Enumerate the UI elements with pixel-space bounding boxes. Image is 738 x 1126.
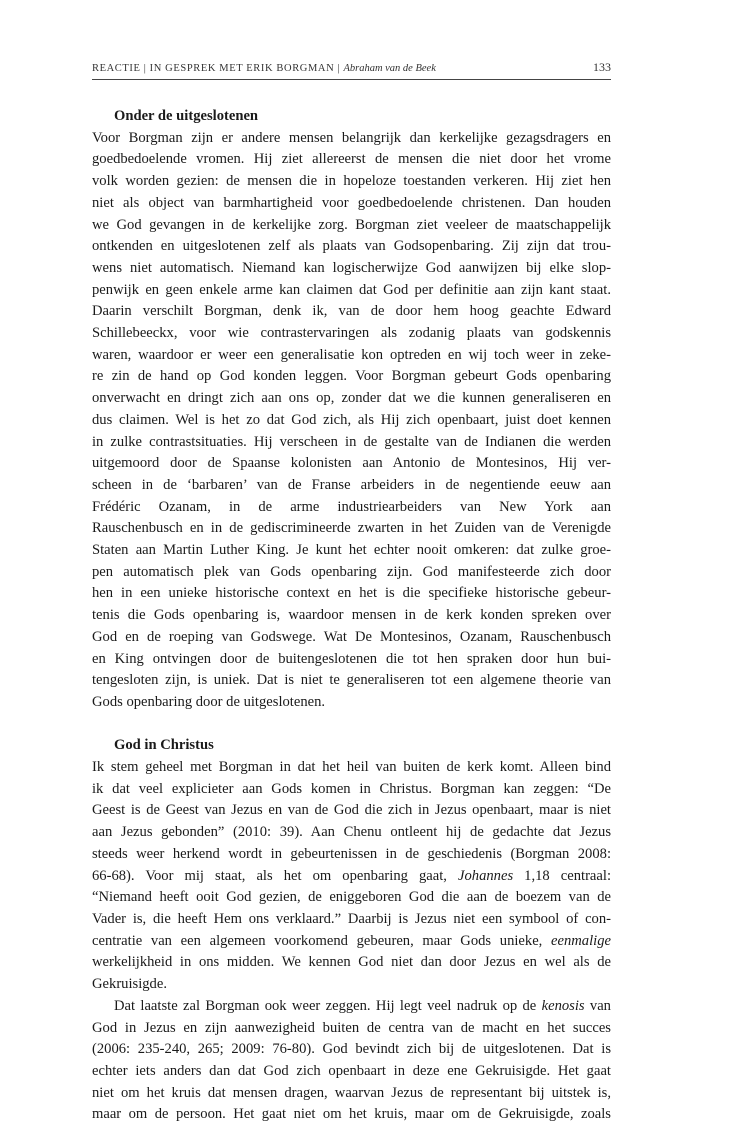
page-number: 133: [593, 60, 611, 74]
header-rule: [92, 79, 611, 80]
text-line: steeds weer herkend wordt in gebeurtenissen in de geschiedenis (Borgman 2008:: [92, 845, 611, 862]
text-line: Geest is de Geest van Jezus en van de God die zich in Jezus openbaart, maar is niet: [92, 802, 611, 819]
text-line: “Niemand heeft ooit God gezien, de eniggeboren God die aan de boezem van de: [92, 889, 611, 906]
section2-paragraph-2: [92, 996, 611, 1126]
text-line: Schillebeeckx, voor wie contrastervaringen als zodanig plaats van godskennis: [92, 325, 611, 342]
text-line: tengesloten zijn, is uniek. Dat is niet te generaliseren tot een algemene theorie van: [92, 672, 611, 689]
italic-term: Johannes: [458, 867, 514, 884]
section-heading-uitgeslotenen: Onder de uitgeslotenen: [114, 108, 259, 124]
text-line: scheen in de ‘barbaren’ van de Franse arbeiders in de negentiende eeuw aan: [92, 476, 611, 493]
text-line: Vader is, die heeft Hem ons verklaard.” Daarbij is Jezus niet een symbool of con-: [92, 911, 611, 927]
running-title: REACTIE | IN GESPREK MET ERIK BORGMAN | Abraham van de Beek: [92, 63, 436, 74]
text-line: (2006: 235-240, 265; 2009: 76-80). God bevindt zich bij de uitgeslotenen. Dat is: [92, 1041, 611, 1058]
text-line: 66-68). Voor mij staat, als het om openbaring gaat, Johannes 1,18 centraal:: [92, 867, 611, 884]
text-line: echter iets anders dan dat God zich openbaart in deze ene Gekruisigde. Het gaat: [92, 1062, 611, 1079]
text-line: onverwacht en dringt zich aan ons op, zonder dat we die kunnen generaliseren en: [92, 390, 611, 407]
text-line: werkelijkheid in ons midden. We kennen God niet dan door Jezus en wel als de: [92, 954, 611, 971]
page-body: [92, 106, 611, 1126]
text-line: niet als object van barmhartigheid voor goedbedoelende christenen. Dan houden: [92, 194, 611, 211]
text-line: dus claimen. Wel is het zo dat God zich, als Hij zich openbaart, juist doet kennen: [92, 411, 611, 428]
text-line: we God gevangen in de kerkelijke zorg. Borgman ziet veeleer de maatschappelijk: [92, 216, 611, 233]
italic-term: eenmalige: [551, 932, 611, 949]
text-line: Staten aan Martin Luther King. Je kunt het echter nooit omkeren: dat zulke groe-: [92, 542, 611, 559]
running-head: [92, 60, 611, 75]
text-line: Rauschenbusch en in de gediscrimineerde zwarten in het Zuiden van de Verenigde: [92, 520, 611, 537]
text-line: ik dat veel explicieter aan Gods komen in Christus. Borgman kan zeggen: “De: [92, 780, 611, 797]
text-line: maar om de persoon. Het gaat niet om het kruis, maar om de Gekruisigde, zoals: [92, 1106, 611, 1123]
text-line: Ik stem geheel met Borgman in dat het heil van buiten de kerk komt. Alleen bind: [92, 759, 611, 776]
text-line: ontkenden en uitgeslotenen zelf als plaats van Godsopenbaring. Zij zijn dat trou-: [92, 238, 611, 255]
text-line: wens niet automatisch. Niemand kan logischerwijze God aanwijzen bij elke slop-: [92, 259, 611, 276]
text-line: volk worden gezien: de mensen die in hopeloze toestanden verkeren. Hij ziet hen: [92, 173, 611, 190]
text-line: in zulke contrastsituaties. Hij verscheen in de gestalte van de Indianen die werden: [92, 433, 611, 450]
text-line: re zin de hand op God konden leggen. Voor Borgman gebeurt Gods openbaring: [92, 368, 611, 385]
section2-paragraph-1: [92, 757, 611, 996]
text-line: centratie van een algemeen voorkomend gebeuren, maar Gods unieke, eenmalige: [92, 932, 611, 949]
text-line: Daarin verschilt Borgman, denk ik, van de door hem hoog geachte Edward: [92, 303, 611, 320]
section-heading-christus: God in Christus: [114, 737, 214, 754]
text-line: God in Jezus en zijn aanwezigheid buiten de centra van de macht en het succes: [92, 1019, 611, 1036]
text-line: aan Jezus gebonden” (2010: 39). Aan Chenu ontleent hij de gedachte dat Jezus: [92, 824, 611, 841]
text-line: uitgemoord door de Spaanse kolonisten aan Antonio de Montesinos, Hij ver-: [92, 455, 611, 472]
text-line: Frédéric Ozanam, in de arme industriearbeiders van New York aan: [92, 498, 611, 515]
text-line: Dat laatste zal Borgman ook weer zeggen. Hij legt veel nadruk op de kenosis van: [114, 997, 611, 1014]
text-line: waren, waardoor er weer een generalisatie kon optreden en wij toch weer in zeke-: [92, 346, 611, 363]
text-line: penwijk en geen enkele arme kan claimen dat God per definitie aan zijn kant staat.: [92, 281, 611, 298]
running-author: Abraham van de Beek: [343, 63, 436, 74]
text-line: hen in een unieke historische context en het is die specifieke historische gebeur-: [92, 585, 611, 602]
text-line: niet om het kruis dat mensen dragen, waarvan Jezus de representant bij uitstek is,: [92, 1084, 611, 1101]
text-line: goedbedoelende vromen. Hij ziet allereerst de mensen die niet door het vrome: [92, 151, 611, 168]
italic-term: kenosis: [541, 997, 585, 1014]
text-line: Voor Borgman zijn er andere mensen belangrijk dan kerkelijke gezagsdragers en: [92, 129, 611, 146]
text-line: Gekruisigde.: [92, 976, 167, 993]
text-line: en King ontvingen door de buitengeslotenen die tot hen spraken door hun bui-: [92, 650, 611, 667]
text-line: God en de roeping van Godswege. Wat De Montesinos, Ozanam, Rauschenbusch: [92, 628, 611, 645]
text-line: pen automatisch plek van Gods openbaring zijn. God manifesteerde zich door: [92, 563, 611, 580]
section1-paragraph: [92, 128, 611, 714]
text-line: tenis die Gods openbaring is, waardoor mensen in de kerk konden spreken over: [92, 607, 611, 624]
text-line: Gods openbaring door de uitgeslotenen.: [92, 693, 326, 710]
